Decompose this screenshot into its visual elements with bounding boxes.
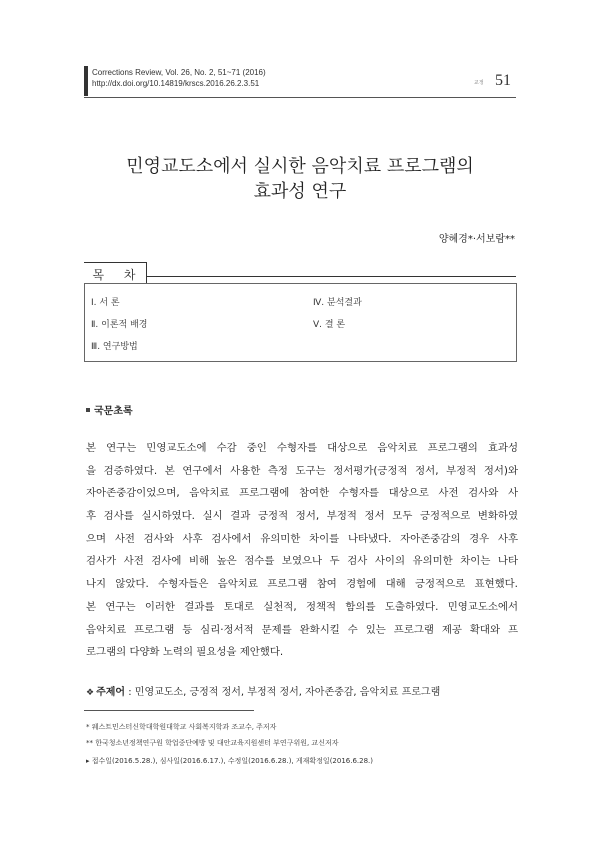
abstract-line: 나지 않았다. 수형자들은 음악치료 프로그램 참여 경험에 대해 긍정적으로 표현했다. (86, 578, 518, 591)
journal-citation: Corrections Review, Vol. 26, No. 2, 51~71 (2016) (92, 68, 266, 77)
toc-tab (84, 262, 147, 284)
footnote-author-1: * 웨스트민스터신학대학원대학교 사회복지학과 조교수, 주저자 (86, 723, 277, 731)
abstract-line: 검사가 사전 검사에 비해 높은 점수를 보였으나 두 검사 사이의 유의미한 차이는 나타 (86, 555, 518, 568)
toc-item-3[interactable]: Ⅲ. 연구방법 (91, 342, 138, 352)
keywords-separator: : (125, 687, 135, 698)
abstract-line: 후 검사를 실시하였다. 실시 결과 긍정적 정서, 부정적 정서 모두 긍정적으로 변화하였 (86, 510, 518, 523)
table-of-contents (84, 283, 517, 362)
header-rule (84, 97, 516, 98)
toc-item-1[interactable]: Ⅰ. 서 론 (91, 298, 120, 308)
paper-title-line-1: 민영교도소에서 실시한 음악치료 프로그램의 (126, 156, 474, 177)
abstract-heading (86, 402, 133, 417)
abstract-line: 로그램의 다양화 노력의 필요성을 제안했다. (86, 646, 284, 659)
paper-title-line-2: 효과성 연구 (253, 181, 347, 202)
toc-label: 목 차 (92, 268, 144, 282)
footnote-rule (84, 710, 254, 711)
abstract-line: 음악치료 프로그램 등 심리·정서적 문제를 완화시킬 수 있는 프로그램 제공 확대와 프 (86, 623, 518, 636)
square-bullet-icon (86, 408, 90, 412)
keywords (86, 683, 440, 698)
abstract-line: 본 연구는 이러한 결과를 토대로 실천적, 정책적 함의를 도출하였다. 민영교도소에서 (86, 600, 518, 613)
authors: 양혜경*·서보람** (438, 234, 515, 245)
toc-item-2[interactable]: Ⅱ. 이론적 배경 (91, 320, 148, 330)
page-tag: 교정 (474, 80, 484, 86)
keywords-label: 주제어 (96, 687, 126, 698)
footnote-author-2: ** 한국청소년정책연구원 학업중단예방 및 대안교육지원센터 부연구위원, 교신저자 (86, 739, 339, 747)
diamond-bullet-icon: ❖ (86, 688, 95, 698)
abstract-body (86, 437, 518, 664)
footnote-dates: ▸ 접수일(2016.5.28.), 심사일(2016.6.17.), 수정일(2016.6.28.), 게재확정일(2016.6.28.) (86, 757, 374, 765)
abstract-line: 본 연구는 민영교도소에 수감 중인 수형자를 대상으로 음악치료 프로그램의 효과성 (86, 442, 518, 454)
abstract-line: 으며 사전 검사와 사후 검사에서 유의미한 차이를 나타냈다. 자아존중감의 경우 사후 (86, 532, 518, 545)
abstract-line: 을 검증하였다. 본 연구에서 사용한 측정 도구는 정서평가(긍정적 정서, 부정적 정서)와 (86, 464, 518, 477)
toc-item-5[interactable]: Ⅴ. 결 론 (313, 320, 346, 330)
toc-item-4[interactable]: Ⅳ. 분석결과 (313, 298, 362, 308)
keywords-text: 민영교도소, 긍정적 정서, 부정적 정서, 자아존중감, 음악치료 프로그램 (134, 687, 441, 698)
abstract-line: 자아존중감이었으며, 음악치료 프로그램에 참여한 수형자를 대상으로 사전 검사와 사 (86, 487, 518, 500)
journal-header (92, 67, 266, 89)
header-accent-bar (84, 66, 88, 96)
doi-link[interactable]: http://dx.doi.org/10.14819/krscs.2016.26.2.3.51 (92, 79, 260, 88)
abstract-heading-text: 국문초록 (94, 406, 133, 417)
page-number: 51 (495, 72, 511, 89)
toc-top-rule (146, 276, 516, 277)
